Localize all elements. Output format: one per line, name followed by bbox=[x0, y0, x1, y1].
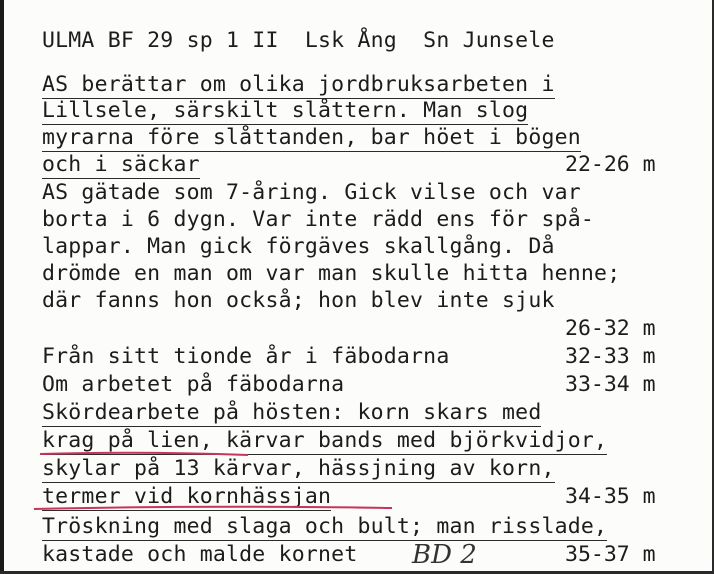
entry-1-ref: 22-26 m bbox=[565, 152, 656, 177]
entry-4-ref: 33-34 m bbox=[565, 372, 656, 397]
entry-5-line-2: krag på lien, kärvar bands med björkvidjor, bbox=[42, 428, 608, 453]
entry-5-ref: 34-35 m bbox=[565, 484, 656, 509]
entry-3-line-1: Från sitt tionde år i fäbodarna bbox=[42, 344, 450, 369]
entry-6-line-1: Tröskning med slaga och bult; man risslade, bbox=[42, 514, 608, 539]
entry-1-line-1: AS berättar om olika jordbruksarbeten i bbox=[42, 72, 555, 97]
entry-6-line-2: kastade och malde kornet bbox=[42, 542, 358, 567]
entry-5-line-4: termer vid kornhässjan bbox=[42, 484, 332, 509]
entry-2-line-3: lappar. Man gick förgäves skallgång. Då bbox=[42, 234, 555, 259]
entry-2-line-5: där fanns hon också; hon blev inte sjuk bbox=[42, 288, 555, 313]
entry-2-line-1: AS gätade som 7-åring. Gick vilse och var bbox=[42, 180, 581, 205]
entry-3-ref: 32-33 m bbox=[565, 344, 656, 369]
entry-1-line-4: och i säckar bbox=[42, 152, 200, 177]
entry-4-line-1: Om arbetet på fäbodarna bbox=[42, 372, 345, 397]
entry-1-line-2: Lillsele, särskilt slåttern. Man slog bbox=[42, 98, 529, 123]
entry-2-ref: 26-32 m bbox=[565, 316, 656, 341]
handwritten-note: BD 2 bbox=[412, 540, 477, 570]
entry-6-ref: 35-37 m bbox=[565, 542, 656, 567]
entry-5-line-3: skylar på 13 kärvar, hässjning av korn, bbox=[42, 456, 555, 481]
entry-2-line-2: borta i 6 dygn. Var inte rädd ens för spå- bbox=[42, 207, 595, 232]
entry-1-line-3: myrarna före slåttanden, bar höet i bögen bbox=[42, 125, 581, 150]
entry-2-line-4: drömde en man om var man skulle hitta henne; bbox=[42, 261, 621, 286]
card-left-edge bbox=[0, 0, 4, 574]
entry-5-line-1: Skördearbete på hösten: korn skars med bbox=[42, 400, 542, 425]
card-header: ULMA BF 29 sp 1 II Lsk Ång Sn Junsele bbox=[42, 28, 555, 53]
